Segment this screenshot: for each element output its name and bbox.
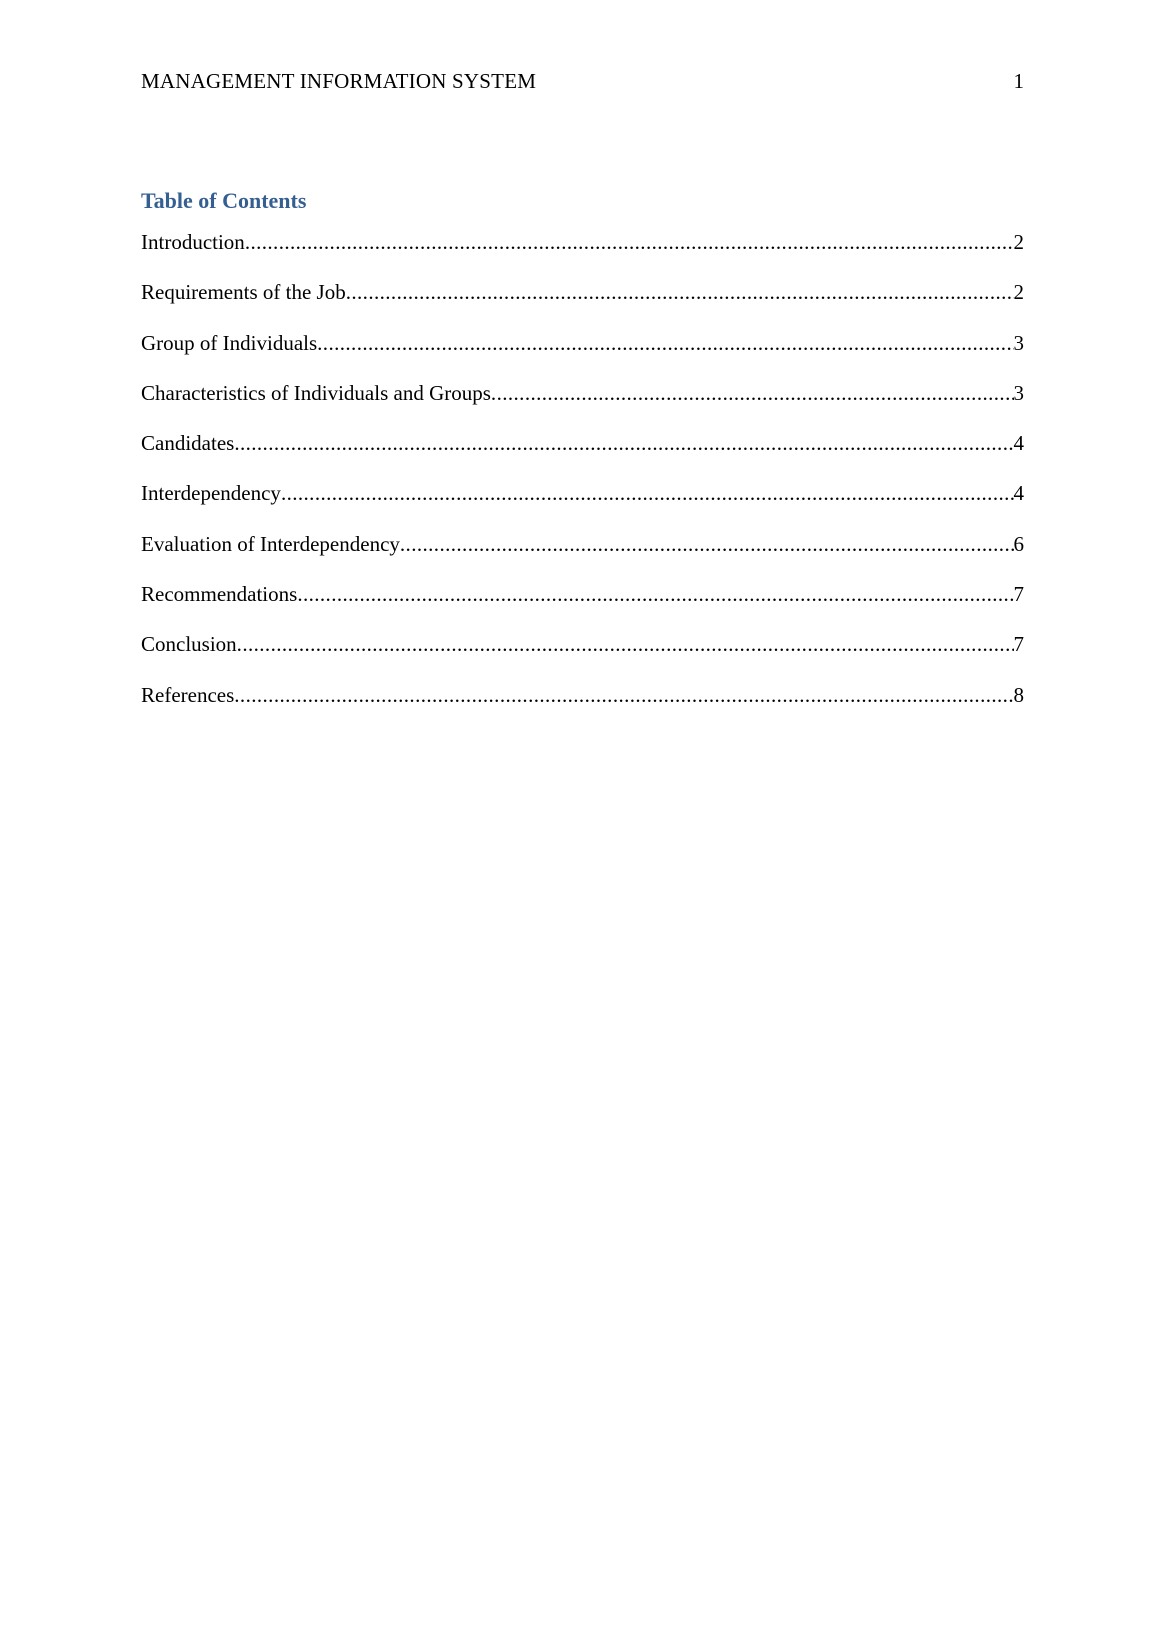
toc-entry-title: Group of Individuals: [141, 330, 318, 355]
toc-entry-title: Requirements of the Job: [141, 280, 346, 305]
dot-leader: [491, 377, 1014, 409]
toc-entry-page: 8: [1013, 682, 1024, 707]
toc-entry-page: 7: [1013, 582, 1024, 607]
toc-entry-requirements-of-the-job[interactable]: [141, 276, 1024, 326]
toc-entry-page: 6: [1013, 531, 1024, 556]
toc-entry-title: Conclusion: [141, 632, 237, 657]
toc-entry-evaluation-of-interdependency[interactable]: [141, 528, 1024, 578]
dot-leader: [234, 427, 1013, 459]
toc-entry-page: 4: [1013, 431, 1024, 456]
toc-entry-page: 2: [1013, 280, 1024, 305]
toc-entry-title: Evaluation of Interdependency: [141, 531, 400, 556]
toc-entry-page: 3: [1013, 380, 1024, 405]
toc-entry-title: References: [141, 682, 235, 707]
toc-entry-title: Interdependency: [141, 481, 281, 506]
toc-entry-page: 7: [1013, 632, 1024, 657]
table-of-contents: [141, 226, 1024, 729]
toc-entry-title: Introduction: [141, 230, 245, 254]
toc-entry-recommendations[interactable]: [141, 578, 1024, 628]
dot-leader: [297, 578, 1013, 610]
toc-entry-group-of-individuals[interactable]: [141, 327, 1024, 377]
toc-entry-references[interactable]: [141, 679, 1024, 729]
toc-entry-title: Candidates: [141, 431, 235, 456]
running-title: MANAGEMENT INFORMATION SYSTEM: [141, 69, 537, 93]
toc-entry-characteristics[interactable]: [141, 377, 1024, 427]
dot-leader: [234, 679, 1013, 711]
dot-leader: [400, 528, 1014, 560]
dot-leader: [317, 327, 1013, 359]
toc-entry-conclusion[interactable]: [141, 628, 1024, 678]
dot-leader: [237, 628, 1014, 660]
toc-heading: Table of Contents: [141, 188, 307, 213]
toc-entry-page: 4: [1013, 481, 1024, 506]
toc-entry-title: Recommendations: [141, 582, 298, 607]
toc-entry-title: Characteristics of Individuals and Groups: [141, 380, 491, 405]
page-header: [141, 66, 1024, 96]
toc-entry-candidates[interactable]: [141, 427, 1024, 477]
toc-entry-introduction[interactable]: [141, 226, 1024, 276]
dot-leader: [245, 226, 1014, 258]
toc-entry-page: 2: [1013, 230, 1024, 254]
toc-entry-interdependency[interactable]: [141, 477, 1024, 527]
page-number: 1: [1013, 69, 1024, 93]
toc-entry-page: 3: [1013, 330, 1024, 355]
dot-leader: [346, 276, 1014, 308]
dot-leader: [281, 477, 1014, 509]
